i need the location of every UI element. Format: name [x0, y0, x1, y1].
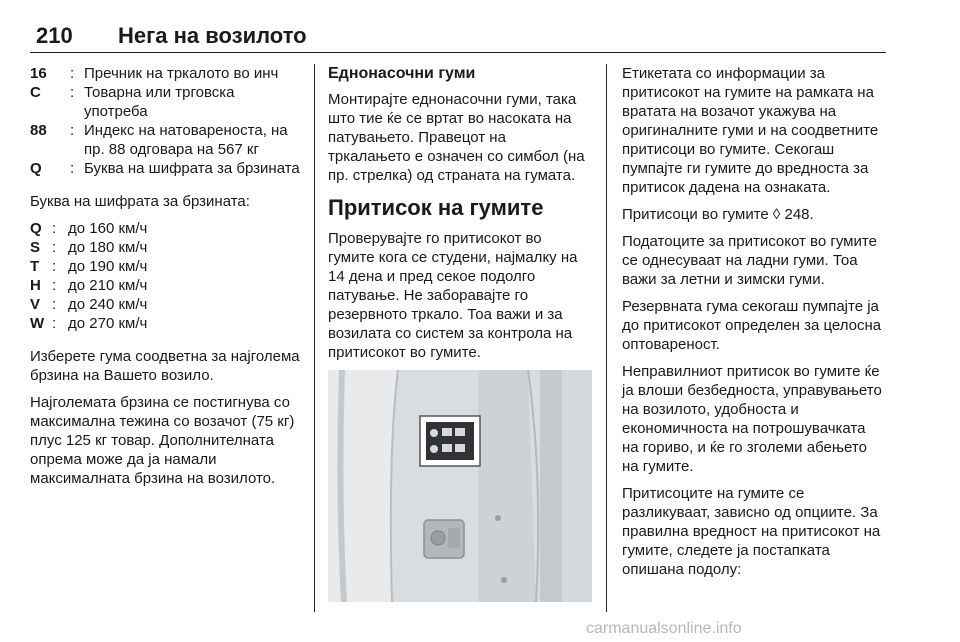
- cross-reference-link[interactable]: Притисоци во гумите ◊ 248.: [622, 206, 814, 223]
- paragraph: Резервната гума секогаш пумпајте ја до притисокот определен за целосна оптовареност.: [622, 298, 882, 353]
- code-item: Q : Буква на шифрата за брзината: [30, 159, 302, 178]
- code-key: Q: [30, 160, 42, 177]
- speed-key: H: [30, 277, 41, 294]
- column-divider: [606, 64, 607, 612]
- speed-key: Q: [30, 220, 42, 237]
- code-item: 16 : Пречник на тркалото во инч: [30, 64, 302, 83]
- speed-text: до 160 км/ч: [68, 220, 148, 237]
- speed-item: H : до 210 км/ч: [30, 276, 302, 295]
- section-heading: Притисок на гумите: [328, 195, 544, 220]
- paragraph: Притисоците на гумите се разликуваат, зависно од опциите. За правилна вредност на притисокот на гумите, следете ја постапката опишана подолу:: [622, 485, 881, 578]
- column-middle: [328, 64, 592, 602]
- code-text: Товарна или трговска употреба: [84, 84, 235, 120]
- code-item: C : Товарна или трговска употреба: [30, 83, 302, 121]
- code-key: 88: [30, 122, 47, 139]
- speed-text: до 240 км/ч: [68, 296, 148, 313]
- column-left: [30, 64, 302, 496]
- door-frame-drawing: [328, 370, 592, 602]
- paragraph: Најголемата брзина се постигнува со максимална тежина со возачот (75 кг) плус 125 кг товар. Дополнителната опрема може да ја намали максималната брзина на возилото.: [30, 394, 295, 487]
- speed-text: до 190 км/ч: [68, 258, 148, 275]
- paragraph: Проверувајте го притисокот во гумите кога се студени, најмалку на 14 дена и пред секое подолго патување. Не заборавајте го резервното тркало. Тоа важи и за возилата со систем за контрола на притисокот во гумите.: [328, 230, 578, 361]
- page-number: 210: [36, 23, 73, 48]
- speed-item: V : до 240 км/ч: [30, 295, 302, 314]
- paragraph: Податоците за притисокот во гумите се однесуваат на ладни гуми. Тоа важи за летни и зимски гуми.: [622, 233, 877, 288]
- speed-item: Q : до 160 км/ч: [30, 219, 302, 238]
- header-divider: [30, 52, 886, 53]
- code-text: Пречник на тркалото во инч: [84, 65, 279, 82]
- speed-item: T : до 190 км/ч: [30, 257, 302, 276]
- speed-key: S: [30, 239, 41, 256]
- code-text: Буква на шифрата за брзината: [84, 160, 300, 177]
- code-text: Индекс на натовареноста, на пр. 88 одговара на 567 кг: [84, 122, 288, 158]
- code-item: 88 : Индекс на натовареноста, на пр. 88 одговара на 567 кг: [30, 121, 302, 159]
- code-key: C: [30, 84, 41, 101]
- paragraph: Неправилниот притисок во гумите ќе ја влоши безбедноста, управувањето на возилото, удобноста и економичноста на потрошувачката на гориво, и ќе го зголеми абењето на гумите.: [622, 363, 882, 475]
- paragraph: Монтирајте еднонасочни гуми, така што тие ќе се вртат во насоката на патувањето. Правецот на тркалањето е означен со симбол (на пр. стрелка) од страната на гумата.: [328, 91, 585, 184]
- paragraph: Етикетата со информации за притисокот на гумите на рамката на вратата на возачот укажува на оригиналните гуми и на соодветните притисоци во гумите. Секогаш пумпајте ги гумите до вредноста за притисок дадена на ознаката.: [622, 65, 879, 196]
- speed-intro: Буква на шифрата за брзината:: [30, 193, 250, 210]
- chapter-title: Нега на возилото: [118, 23, 307, 48]
- column-divider: [314, 64, 315, 612]
- speed-key: V: [30, 296, 41, 313]
- speed-key: W: [30, 315, 45, 332]
- code-key: 16: [30, 65, 47, 82]
- paragraph: Изберете гума соодветна за најголема брзина на Вашето возило.: [30, 348, 300, 384]
- door-frame-illustration: [328, 370, 592, 602]
- speed-item: W : до 270 км/ч: [30, 314, 302, 333]
- column-right: [622, 64, 886, 587]
- speed-text: до 180 км/ч: [68, 239, 148, 256]
- subheading: Еднонасочни гуми: [328, 65, 476, 82]
- speed-item: S : до 180 км/ч: [30, 238, 302, 257]
- speed-key: T: [30, 258, 40, 275]
- speed-text: до 270 км/ч: [68, 315, 148, 332]
- speed-text: до 210 км/ч: [68, 277, 148, 294]
- watermark: carmanualsonline.info: [586, 620, 742, 637]
- page-header: [30, 20, 886, 50]
